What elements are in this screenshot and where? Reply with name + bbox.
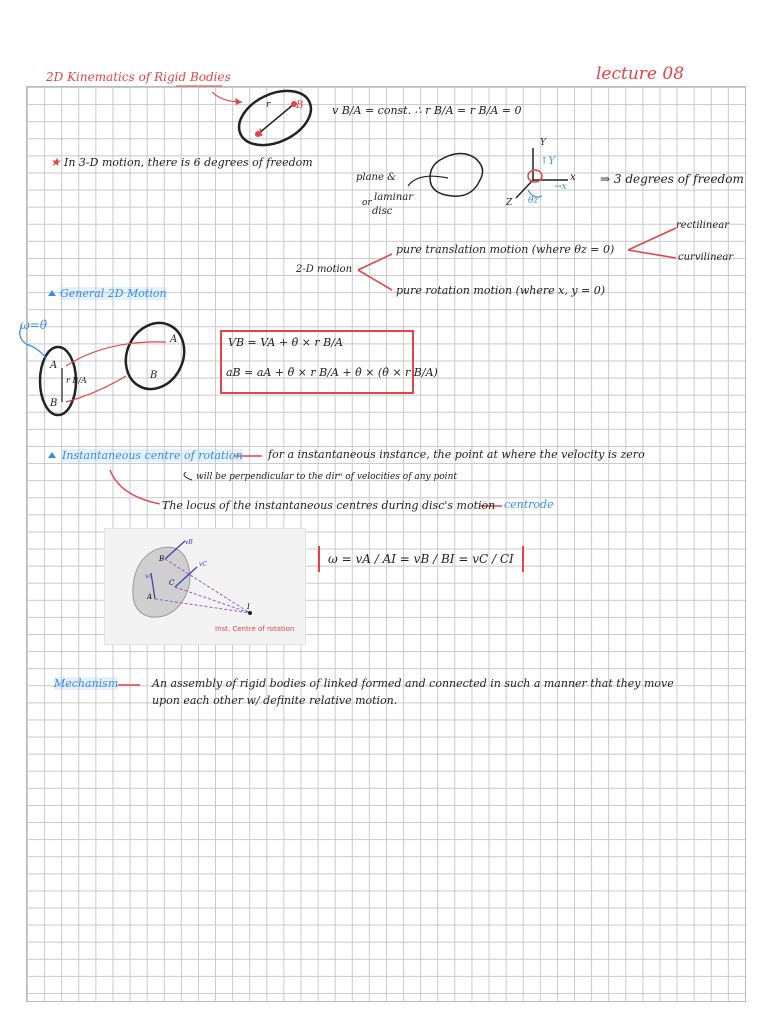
label-b2: B bbox=[150, 370, 158, 381]
locus-text: The locus of the instantaneous centres during disc's motion bbox=[162, 499, 496, 512]
general-motion-heading: General 2D Motion bbox=[60, 287, 167, 300]
icr-perpendicular: will be perpendicular to the dirⁿ of velocities of any point bbox=[196, 472, 457, 482]
label-b: B bbox=[296, 100, 304, 111]
curvilinear-label: curvilinear bbox=[678, 252, 734, 263]
axis-y-label: Y bbox=[540, 138, 546, 148]
label-a: A bbox=[256, 128, 264, 139]
lecture-number: lecture 08 bbox=[596, 64, 685, 84]
label-a2: A bbox=[170, 334, 178, 345]
axis-z-label: Z bbox=[506, 198, 513, 208]
laminar-blob bbox=[430, 153, 483, 196]
fig-label-a: A bbox=[147, 593, 153, 601]
page-title: 2D Kinematics of Rigid Bodies bbox=[46, 70, 231, 84]
label-b1: B bbox=[50, 398, 58, 409]
pure-translation: pure translation motion (where θz = 0) bbox=[396, 243, 615, 256]
locus-arrow bbox=[110, 470, 160, 504]
label-a1: A bbox=[50, 360, 58, 371]
mechanism-line-2: upon each other w/ definite relative motion. bbox=[152, 694, 398, 707]
icr-definition: for a instantaneous instance, the point at where the velocity is zero bbox=[268, 448, 645, 461]
omega-label: ω=θ̇ bbox=[20, 318, 48, 332]
icr-figure bbox=[104, 528, 306, 645]
fig-label-vb: vB bbox=[185, 539, 193, 546]
bullet-icr bbox=[48, 452, 56, 458]
label-r-ba: r B/A bbox=[66, 376, 87, 385]
axis-x2-label: →x bbox=[554, 182, 567, 192]
bullet-general bbox=[48, 290, 56, 296]
axis-theta-label: θz bbox=[528, 196, 539, 206]
arrow-head bbox=[235, 98, 242, 105]
disc-label: disc bbox=[372, 206, 393, 217]
laminar-label: laminar bbox=[374, 192, 414, 203]
rigid-body-ellipse bbox=[230, 80, 319, 156]
figure-caption: Inst. Centre of rotation bbox=[215, 625, 295, 633]
or-label: or bbox=[362, 198, 372, 208]
icr-point bbox=[248, 611, 252, 615]
mechanism-line-1: An assembly of rigid bodies of linked formed and connected in such a manner that they move bbox=[152, 677, 674, 690]
body-right-ellipse bbox=[115, 313, 194, 398]
centrode-label: centrode bbox=[504, 498, 554, 511]
label-r: r bbox=[266, 100, 271, 110]
r-vector bbox=[258, 104, 294, 134]
axis-y2-label: ↑Y bbox=[540, 156, 555, 167]
laminar-arrow bbox=[408, 176, 448, 186]
velocity-equation: VB = VA + θ̇ × r B/A bbox=[228, 336, 343, 349]
rectilinear-label: rectilinear bbox=[676, 220, 730, 231]
dof-note: In 3-D motion, there is 6 degrees of freedom bbox=[64, 156, 313, 169]
dof-result: ⇒ 3 degrees of freedom bbox=[600, 172, 744, 186]
relative-velocity-relation: v B/A = const. ∴ r B/A = r B/A = 0 bbox=[332, 104, 522, 117]
fig-label-c: C bbox=[169, 579, 175, 587]
curvilinear-arrow bbox=[628, 250, 676, 258]
omega-formula: ω = vA / AI = vB / BI = vC / CI bbox=[318, 546, 524, 572]
a-to-a-arrow bbox=[66, 342, 166, 366]
acceleration-equation: aB = aA + θ̈ × r B/A + θ̇ × (θ̇ × r B/A) bbox=[226, 366, 438, 379]
fig-label-b: B bbox=[159, 555, 165, 563]
fig-label-vc: vC bbox=[199, 561, 207, 568]
line-c-i bbox=[175, 587, 250, 613]
mechanism-heading: Mechanism bbox=[54, 677, 119, 690]
fig-label-i: I bbox=[247, 603, 250, 611]
fig-label-va: vA bbox=[145, 573, 153, 580]
motion-2d-label: 2-D motion bbox=[296, 264, 353, 275]
branch-translation bbox=[358, 254, 392, 270]
perpendicular-hook bbox=[184, 472, 192, 480]
icr-heading: Instantaneous centre of rotation bbox=[62, 449, 243, 462]
pure-rotation: pure rotation motion (where x, y = 0) bbox=[396, 284, 606, 297]
plane-label: plane & bbox=[356, 172, 396, 183]
branch-rotation bbox=[358, 270, 392, 290]
rectilinear-arrow bbox=[628, 228, 676, 250]
axis-x-label: x bbox=[570, 172, 576, 183]
